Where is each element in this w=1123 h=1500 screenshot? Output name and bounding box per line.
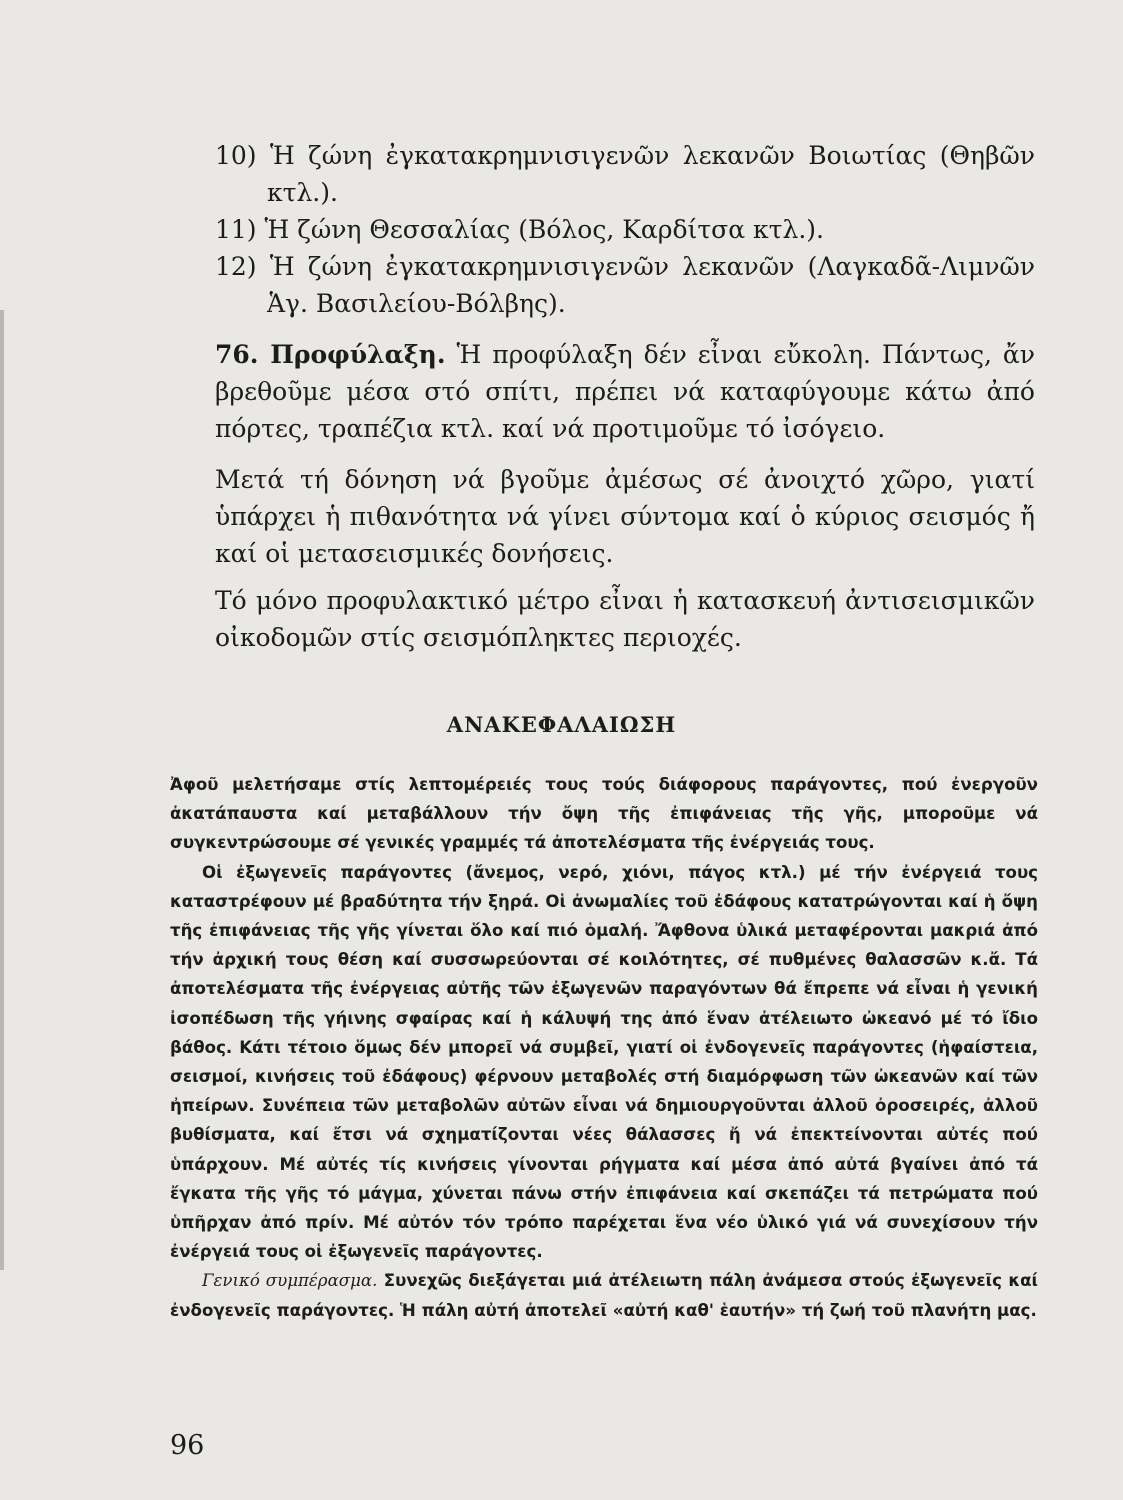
list-item: 12) Ἡ ζώνη ἐγκατακρημνισιγενῶν λεκανῶν (Λαγκαδᾶ-Λιμνῶν Ἁγ. Βασιλείου-Βόλβης). <box>215 252 1035 318</box>
main-text <box>215 137 1035 656</box>
summary-title: ΑΝΑΚΕΦΑΛΑΙΩΣΗ <box>446 712 677 737</box>
conclusion-label: Γενικό συμπέρασμα. <box>202 1271 378 1291</box>
paragraph: Τό μόνο προφυλακτικό μέτρο εἶναι ἡ κατασκευή ἀντισεισμικῶν οἰκοδομῶν στίς σεισμόπληκτες περιοχές. <box>215 586 1035 652</box>
paragraph: Μετά τή δόνηση νά βγοῦμε ἀμέσως σέ ἀνοιχτό χῶρο, γιατί ὑπάρχει ἡ πιθανότητα νά γίνει σύντομα καί ὁ κύριος σεισμός ἤ καί οἱ μετασεισμικές δονήσεις. <box>215 465 1035 568</box>
section-heading: 76. Προφύλαξη. <box>215 340 446 369</box>
page-number: 96 <box>170 1430 205 1461</box>
list-item: 10) Ἡ ζώνη ἐγκατακρημνισιγενῶν λεκανῶν Βοιωτίας (Θηβῶν κτλ.). <box>215 141 1035 207</box>
page-edge-shadow <box>0 310 4 1270</box>
summary-conclusion <box>170 1266 1038 1324</box>
summary-paragraph: Ἀφοῦ μελετήσαμε στίς λεπτομέρειές τους τούς διάφορους παράγοντες, πού ἐνεργοῦν ἀκατάπαυστα καί μεταβάλλουν τήν ὄψη τῆς ἐπιφάνειας τῆς γῆς, μποροῦμε νά συγκεντρώσουμε σέ γενικές γραμμές τά ἀποτελέσματα τῆς ἐνέργειάς τους. <box>170 775 1038 853</box>
summary-text <box>170 770 1038 1325</box>
conclusion-text: Συνεχῶς διεξάγεται μιά ἀτέλειωτη πάλη ἀνάμεσα στούς ἐξωγενεῖς καί ἐνδογενεῖς παράγοντες. Ἡ πάλη αὐτή ἀποτελεῖ «αὐτή καθ' ἑαυτήν» τή ζωή τοῦ πλανήτη μας. <box>170 1271 1038 1320</box>
section-text: Ἡ προφύλαξη δέν εἶναι εὔκολη. Πάντως, ἄν βρεθοῦμε μέσα στό σπίτι, πρέπει νά καταφύγουμε κάτω ἀπό πόρτες, τραπέζια κτλ. καί νά προτιμοῦμε τό ἰσόγειο. <box>215 340 1035 443</box>
list-item: 11) Ἡ ζώνη Θεσσαλίας (Βόλος, Καρδίτσα κτλ.). <box>215 215 825 244</box>
summary-paragraph: Οἱ ἐξωγενεῖς παράγοντες (ἄνεμος, νερό, χιόνι, πάγος κτλ.) μέ τήν ἐνέργειά τους καταστρέφουν μέ βραδύτητα τήν ξηρά. Οἱ ἀνωμαλίες τοῦ ἐδάφους κατατρώγονται καί ἡ ὄψη τῆς ἐπιφάνειας τῆς γῆς γίνεται ὅλο καί πιό ὁμαλή. Ἄφθονα ὑλικά μεταφέρονται μακριά ἀπό τήν ἀρχική τους θέση καί συσσωρεύονται σέ κοιλότητες, σέ πυθμένες θαλασσῶν κ.ἄ. Τά ἀποτελέσματα τῆς ἐνέργειας αὐτῆς τῶν ἐξωγενῶν παραγόντων θά ἔπρεπε νά εἶναι ἡ γενική ἰσοπέδωση τῆς γήινης σφαίρας καί ἡ κάλυψή της ἀπό ἕναν ἀτέλειωτο ὠκεανό μέ τό ἴδιο βάθος. Κάτι τέτοιο ὅμως δέν μπορεῖ νά συμβεῖ, γιατί οἱ ἐνδογενεῖς παράγοντες (ἡφαίστεια, σεισμοί, κινήσεις τοῦ ἐδάφους) φέρνουν μεταβολές στή διαμόρφωση τῶν ὠκεανῶν καί τῶν ἠπείρων. Συνέπεια τῶν μεταβολῶν αὐτῶν εἶναι νά δημιουργοῦνται ἀλλοῦ ὀροσειρές, ἀλλοῦ βυθίσματα, καί ἔτσι νά σχηματίζονται νέες θάλασσες ἤ νά ἐπεκτείνονται αὐτές πού ὑπάρχουν. Μέ αὐτές τίς κινήσεις γίνονται ρήγματα καί μέσα ἀπό αὐτά βγαίνει ἀπό τά ἔγκατα τῆς γῆς τό μάγμα, χύνεται πάνω στήν ἐπιφάνεια καί σκεπάζει τά πετρώματα πού ὑπῆρχαν ἀπό πρίν. Μέ αὐτόν τόν τρόπο παρέχεται ἕνα νέο ὑλικό γιά νά συνεχίσουν τήν ἐνέργειά τους οἱ ἐξωγενεῖς παράγοντες. <box>170 862 1038 1262</box>
section-76-paragraph <box>215 336 1035 447</box>
